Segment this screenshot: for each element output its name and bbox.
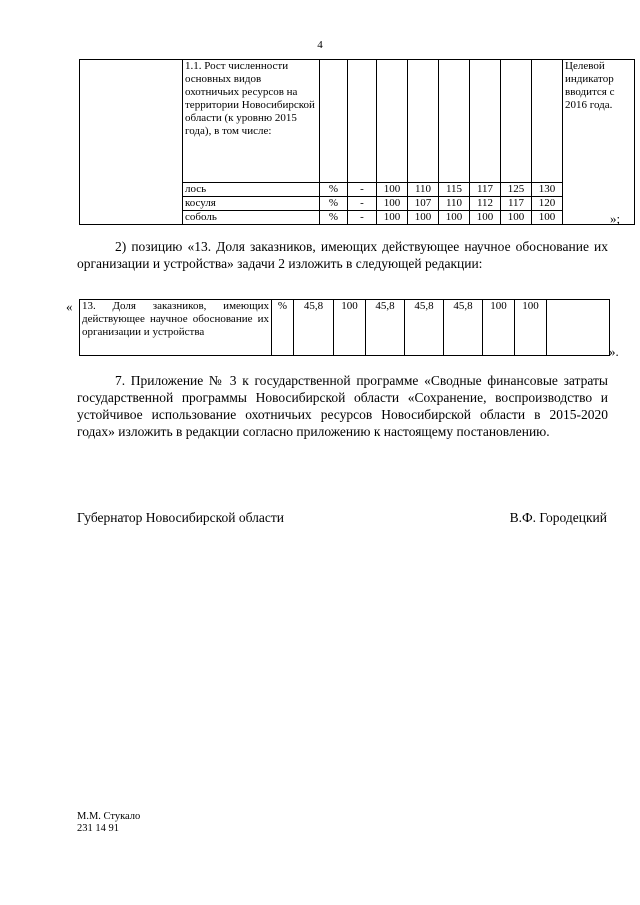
row-value: 110: [408, 183, 439, 197]
value-cell: [532, 60, 563, 183]
page-number: 4: [317, 39, 323, 51]
value-cell: [377, 60, 408, 183]
row-value: 100: [515, 300, 547, 356]
empty-cell: [547, 300, 610, 356]
row-value: 115: [439, 183, 470, 197]
row-value: 45,8: [294, 300, 334, 356]
row-value: 45,8: [444, 300, 483, 356]
signature-name: В.Ф. Городецкий: [509, 510, 607, 525]
table-row: [80, 60, 635, 183]
row-base: -: [348, 183, 377, 197]
row-value: 110: [439, 197, 470, 211]
row-value: 120: [532, 197, 563, 211]
row-value: 100: [334, 300, 366, 356]
row-value: 107: [408, 197, 439, 211]
indicator-table: [79, 59, 635, 225]
closing-quote: »;: [610, 211, 621, 226]
value-cell: [439, 60, 470, 183]
value-cell: [470, 60, 501, 183]
closing-quote: ».: [609, 344, 619, 359]
row-value: 100: [532, 211, 563, 225]
indicator-label: 1.1. Рост численности основных видов охотничьих ресурсов на территории Новосибирской области (к уровню 2015 года), в том числе:: [183, 60, 320, 183]
row-value: 100: [483, 300, 515, 356]
row-base: -: [348, 211, 377, 225]
row-value: 100: [501, 211, 532, 225]
row-value: 100: [470, 211, 501, 225]
row-value: 100: [377, 183, 408, 197]
row-value: 117: [470, 183, 501, 197]
paragraph-2: 2) позицию «13. Доля заказников, имеющих действующее научное обоснование их организации и устройства» задачи 2 изложить в следующей редакции:: [77, 239, 608, 271]
row-value: 117: [501, 197, 532, 211]
opening-quote: «: [66, 299, 73, 314]
row-value: 100: [439, 211, 470, 225]
row-name: косуля: [183, 197, 320, 211]
signature-position: Губернатор Новосибирской области: [77, 510, 285, 525]
paragraph-7: 7. Приложение № 3 к государственной программе «Сводные финансовые затраты государственной программы Новосибирской области «Сохранение, воспроизводство и устойчивое использование охотничьих ресурсов Новосибирской области в 2015-2020 годах» изложить в редакции согласно приложению к настоящему постановлению.: [77, 373, 608, 439]
row-value: 100: [377, 197, 408, 211]
contact-phone: 231 14 91: [77, 823, 119, 834]
row-unit: %: [272, 300, 294, 356]
row-base: -: [348, 197, 377, 211]
row-value: 130: [532, 183, 563, 197]
unit-cell: [320, 60, 348, 183]
row-unit: %: [320, 211, 348, 225]
value-cell: [408, 60, 439, 183]
row-unit: %: [320, 183, 348, 197]
row-name: лось: [183, 183, 320, 197]
row-value: 100: [377, 211, 408, 225]
reserves-table: [79, 299, 610, 356]
table-row: [80, 300, 610, 356]
empty-cell: [80, 60, 183, 225]
row-value: 45,8: [405, 300, 444, 356]
row-value: 45,8: [366, 300, 405, 356]
base-cell: [348, 60, 377, 183]
row-label: 13. Доля заказников, имеющих действующее научное обоснование их организации и устройства: [80, 300, 272, 356]
row-name: соболь: [183, 211, 320, 225]
row-value: 112: [470, 197, 501, 211]
row-unit: %: [320, 197, 348, 211]
row-value: 125: [501, 183, 532, 197]
row-value: 100: [408, 211, 439, 225]
value-cell: [501, 60, 532, 183]
note-cell: Целевой индикатор вводится с 2016 года.: [563, 60, 635, 225]
contact-name: М.М. Стукало: [77, 811, 141, 822]
